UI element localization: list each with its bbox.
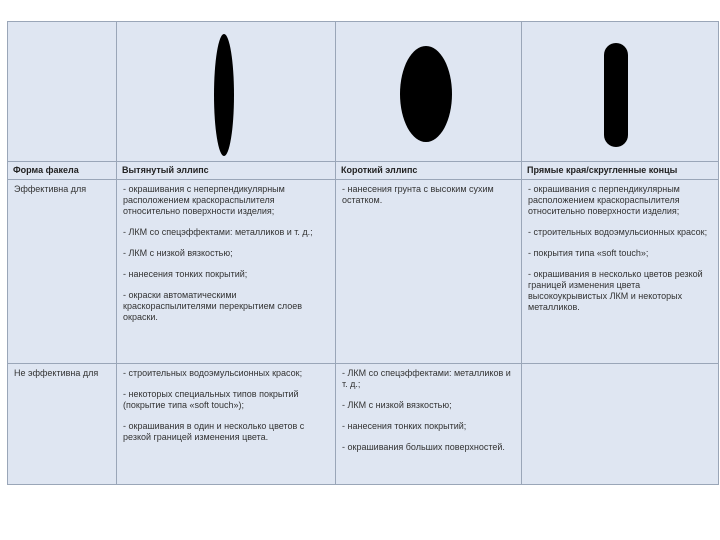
effective-flat-pattern (522, 180, 718, 364)
header-flat-pattern: Прямые края/скругленные концы (522, 162, 718, 180)
list-item: - нанесения грунта с высоким сухим остатком. (342, 184, 494, 205)
image-cell-flat-pattern (522, 22, 718, 162)
list-item: - ЛКМ со спецэффектами: металликов и т. д.; (342, 368, 511, 389)
flat-pattern-shape (604, 43, 628, 147)
list-item: - ЛКМ с низкой вязкостью; (342, 400, 452, 410)
header-short-ellipse: Короткий эллипс (336, 162, 522, 180)
list-item: - некоторых специальных типов покрытий (покрытие типа «soft touch»); (123, 389, 299, 410)
not-effective-short-ellipse (336, 364, 522, 484)
not-effective-long-ellipse (117, 364, 336, 484)
list-item: - окраски автоматическими краскораспылителями перекрытием слоев окраски. (123, 290, 302, 322)
list-item: - нанесения тонких покрытий; (342, 421, 467, 431)
list-item: - строительных водоэмульсионных красок; (123, 368, 303, 378)
list-item: - ЛКМ с низкой вязкостью; (123, 248, 233, 258)
header-long-ellipse: Вытянутый эллипс (117, 162, 336, 180)
list-item: - строительных водоэмульсионных красок; (528, 227, 708, 237)
effective-short-ellipse (336, 180, 522, 364)
image-cell-long-ellipse (117, 22, 336, 162)
long-ellipse-shape (214, 34, 234, 156)
list-item: - окрашивания с неперпендикулярным расположением краскораспылителя относительно поверхности изделия; (123, 184, 285, 216)
list-item: - нанесения тонких покрытий; (123, 269, 248, 279)
list-item: - окрашивания с перпендикулярным расположением краскораспылителя относительно поверхности изделия; (528, 184, 680, 216)
image-cell-short-ellipse (336, 22, 522, 162)
list-item: - окрашивания в один и несколько цветов с резкой границей изменения цвета. (123, 421, 305, 442)
row-label-not-effective: Не эффективна для (8, 364, 117, 484)
short-ellipse-shape (400, 46, 452, 142)
list-item: - покрытия типа «soft touch»; (528, 248, 649, 258)
list-item: - ЛКМ со спецэффектами: металликов и т. д.; (123, 227, 313, 237)
not-effective-flat-pattern (522, 364, 718, 484)
list-item: - окрашивания в несколько цветов резкой границей изменения цвета высокоукрывистых ЛКМ и некоторых металликов. (528, 269, 703, 312)
list-item: - окрашивания больших поверхностей. (342, 442, 505, 452)
row-label-effective: Эффективна для (8, 180, 117, 364)
spray-pattern-table (7, 21, 719, 485)
image-cell-empty (8, 22, 117, 162)
effective-long-ellipse (117, 180, 336, 364)
header-pattern-form: Форма факела (8, 162, 117, 180)
